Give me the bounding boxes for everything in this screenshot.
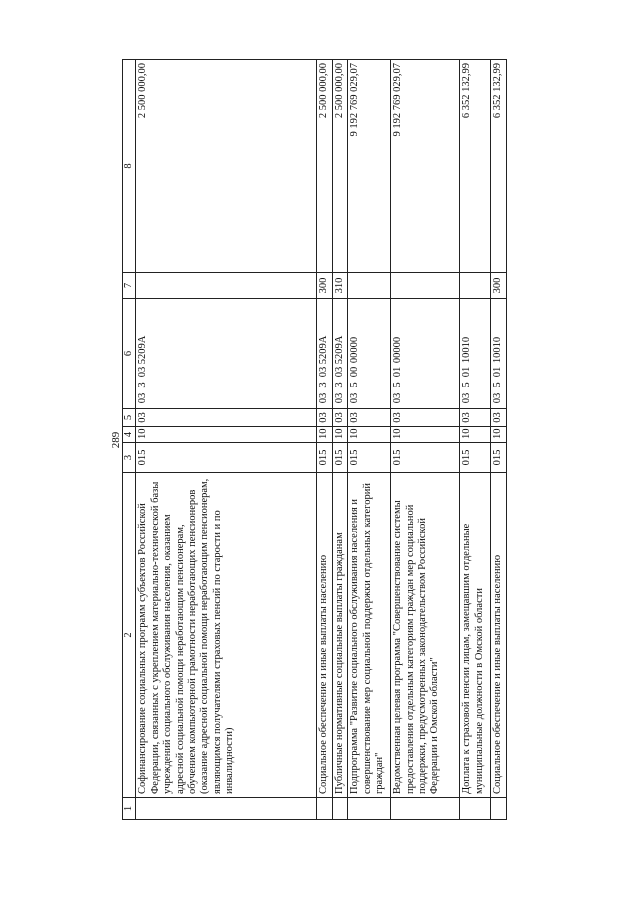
subprogram-code: 3 — [137, 382, 149, 388]
subsection-code: 03 — [317, 409, 332, 427]
department-code: 015 — [460, 443, 491, 473]
direction-code: 10010 — [492, 336, 504, 364]
expense-type-code: 300 — [491, 273, 506, 299]
direction-code: 5209А — [137, 335, 149, 365]
section-code: 10 — [136, 427, 317, 443]
header-cell: 1 — [123, 798, 136, 820]
amount: 2 500 000,00 — [332, 60, 347, 273]
amount: 6 352 132,99 — [491, 60, 506, 273]
target-article-code — [460, 299, 491, 409]
rotated-content — [110, 60, 530, 820]
target-article-code — [491, 299, 506, 409]
row-index-cell — [460, 798, 491, 820]
section-code: 10 — [348, 427, 391, 443]
expense-type-code: 310 — [332, 273, 347, 299]
subprogram-code: 3 — [318, 382, 330, 388]
item-name: Публичные нормативные социальные выплаты гражданам — [332, 473, 347, 798]
item-name: Софинансирование социальных программ субъектов Российской Федерации, связанных с укреплением материально-технической базы учреждений социального обслуживания населения, оказанием адресной социальной помощи неработающим пенсионерам, обучением компьютерной грамотности неработающих пенсионеров (оказание адресной социальной помощи неработающим пенсионерам, являющимся получателями страховых пенсий по старости и по инвалидности) — [136, 473, 317, 798]
program-code: 03 — [461, 392, 473, 404]
subsection-code: 03 — [136, 409, 317, 427]
header-cell: 3 — [123, 443, 136, 473]
subsection-code: 03 — [332, 409, 347, 427]
expense-type-code — [136, 273, 317, 299]
event-code: 01 — [392, 366, 404, 378]
event-code: 03 — [137, 366, 149, 378]
expense-type-code — [348, 273, 391, 299]
subprogram-code: 5 — [392, 382, 404, 388]
target-article-code — [332, 299, 347, 409]
amount: 6 352 132,99 — [460, 60, 491, 273]
item-name: Доплата к страховой пенсии лицам, замещавшим отдельные муниципальные должности в Омской области — [460, 473, 491, 798]
header-cell: 2 — [123, 473, 136, 798]
department-code: 015 — [491, 443, 506, 473]
subprogram-code: 5 — [461, 382, 473, 388]
header-cell: 6 — [123, 299, 136, 409]
budget-table — [122, 59, 507, 820]
row-index-cell — [136, 798, 317, 820]
table-row — [332, 60, 347, 820]
item-name: Социальное обеспечение и иные выплаты населению — [317, 473, 332, 798]
target-article-code — [348, 299, 391, 409]
subprogram-code: 5 — [349, 382, 361, 388]
item-name: Подпрограмма "Развитие социального обслуживания населения и совершенствование мер социальной поддержки отдельных категорий граждан" — [348, 473, 391, 798]
program-code: 03 — [492, 392, 504, 404]
department-code: 015 — [391, 443, 460, 473]
direction-code: 5209А — [333, 335, 345, 365]
header-cell: 7 — [123, 273, 136, 299]
event-code: 03 — [333, 366, 345, 378]
table-row — [348, 60, 391, 820]
expense-type-code: 300 — [317, 273, 332, 299]
amount: 9 192 769 029,07 — [348, 60, 391, 273]
amount: 9 192 769 029,07 — [391, 60, 460, 273]
subsection-code: 03 — [391, 409, 460, 427]
table-row — [391, 60, 460, 820]
event-code: 01 — [492, 366, 504, 378]
item-name: Социальное обеспечение и иные выплаты населению — [491, 473, 506, 798]
department-code: 015 — [317, 443, 332, 473]
subprogram-code: 3 — [333, 382, 345, 388]
target-article-code — [391, 299, 460, 409]
section-code: 10 — [460, 427, 491, 443]
table-row — [136, 60, 317, 820]
row-index-cell — [332, 798, 347, 820]
row-index-cell — [391, 798, 460, 820]
direction-code: 10010 — [461, 336, 473, 364]
target-article-code — [136, 299, 317, 409]
target-article-code — [317, 299, 332, 409]
row-index-cell — [317, 798, 332, 820]
header-row — [123, 60, 136, 820]
item-name: Ведомственная целевая программа "Совершенствование системы предоставления отдельным категориям граждан мер социальной поддержки, предусмотренных законодательством Российской Федерации и Омской области" — [391, 473, 460, 798]
direction-code: 00000 — [349, 336, 361, 364]
expense-type-code — [460, 273, 491, 299]
department-code: 015 — [332, 443, 347, 473]
table-row — [317, 60, 332, 820]
event-code: 01 — [461, 366, 473, 378]
row-index-cell — [491, 798, 506, 820]
department-code: 015 — [348, 443, 391, 473]
section-code: 10 — [332, 427, 347, 443]
program-code: 03 — [349, 392, 361, 404]
subsection-code: 03 — [460, 409, 491, 427]
amount: 2 500 000,00 — [317, 60, 332, 273]
header-cell: 8 — [123, 60, 136, 273]
table-row — [491, 60, 506, 820]
expense-type-code — [391, 273, 460, 299]
amount: 2 500 000,00 — [136, 60, 317, 273]
section-code: 10 — [317, 427, 332, 443]
row-index-cell — [348, 798, 391, 820]
program-code: 03 — [392, 392, 404, 404]
page-number: 289 — [110, 431, 122, 449]
header-cell: 4 — [123, 427, 136, 443]
header-cell: 5 — [123, 409, 136, 427]
subprogram-code: 5 — [492, 382, 504, 388]
program-code: 03 — [137, 392, 149, 404]
direction-code: 00000 — [392, 336, 404, 364]
subsection-code: 03 — [348, 409, 391, 427]
program-code: 03 — [318, 392, 330, 404]
section-code: 10 — [391, 427, 460, 443]
event-code: 03 — [318, 366, 330, 378]
section-code: 10 — [491, 427, 506, 443]
department-code: 015 — [136, 443, 317, 473]
subsection-code: 03 — [491, 409, 506, 427]
direction-code: 5209А — [318, 335, 330, 365]
event-code: 00 — [349, 366, 361, 378]
table-row — [460, 60, 491, 820]
program-code: 03 — [333, 392, 345, 404]
